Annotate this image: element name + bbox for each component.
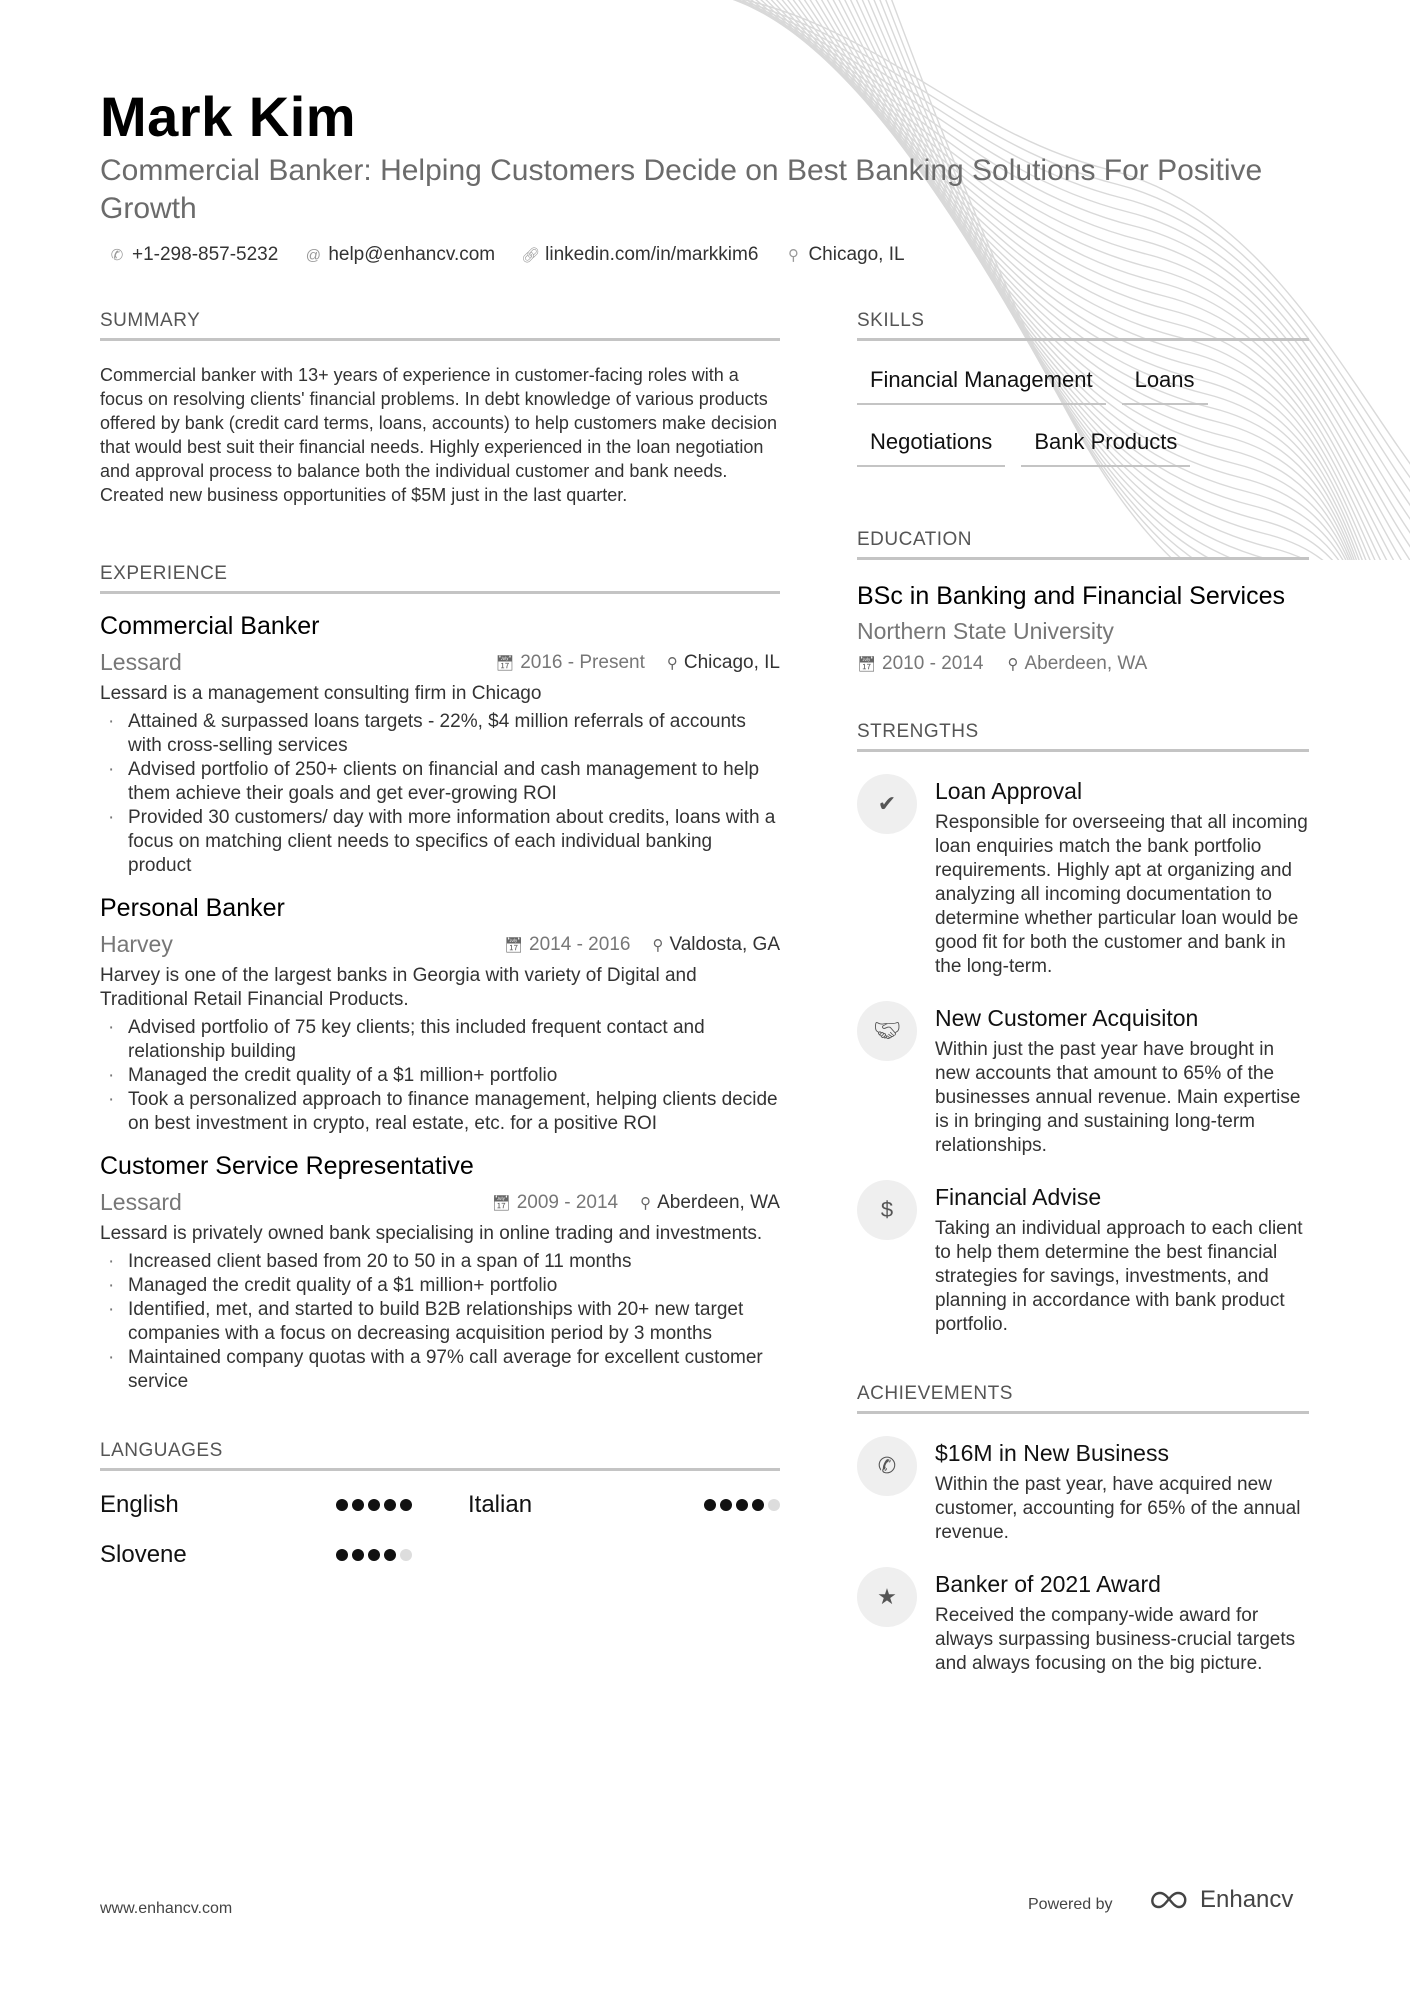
language-name: English	[100, 1491, 179, 1518]
skills-heading: SKILLS	[857, 310, 1309, 341]
level-dot-filled	[736, 1499, 748, 1511]
skill-tag: Loans	[1122, 359, 1208, 405]
job-title: Customer Service Representative	[100, 1152, 474, 1180]
strength-text: Within just the past year have brought in new accounts that amount to 65% of the businesses annual revenue. Main expertise is in bringing and sustaining long-term relationships.	[935, 1039, 1301, 1156]
language-item	[100, 1491, 412, 1519]
achievement-text: Within the past year, have acquired new customer, accounting for 65% of the annual revenue.	[935, 1474, 1301, 1543]
phone-icon: ✆	[110, 247, 124, 264]
job-bullet: · Attained & surpassed loans targets - 22%, $4 million referrals of accounts with cross-selling services	[100, 710, 780, 758]
strength-item	[857, 1001, 1309, 1158]
job-bullets	[100, 1016, 780, 1136]
job-location-text: Chicago, IL	[683, 651, 780, 673]
contact-linkedin[interactable]	[521, 244, 758, 266]
job-bullet: · Advised portfolio of 250+ clients on financial and cash management to help them achieve their goals and get ever-growing ROI	[100, 758, 780, 806]
job-location	[667, 652, 780, 674]
education-heading: EDUCATION	[857, 529, 1309, 560]
contact-phone-text: +1-298-857-5232	[132, 244, 279, 265]
contact-bar	[108, 244, 905, 266]
achievements-heading: ACHIEVEMENTS	[857, 1383, 1309, 1414]
education-meta	[857, 653, 1309, 675]
job-description: Lessard is privately owned bank specialising in online trading and investments.	[100, 1223, 763, 1244]
experience-heading: EXPERIENCE	[100, 563, 780, 594]
job-bullets	[100, 710, 780, 878]
footer-brand[interactable]	[1146, 1886, 1293, 1914]
achievement-title: $16M in New Business	[935, 1440, 1169, 1466]
job-dates-text: 2016 - Present	[520, 651, 645, 673]
job-company: Lessard	[100, 1189, 182, 1215]
location-icon: ⚲	[652, 936, 664, 954]
education-dates-text: 2010 - 2014	[882, 653, 984, 674]
contact-location	[784, 244, 904, 266]
dollar-icon: $	[857, 1180, 917, 1240]
job-description: Harvey is one of the largest banks in Georgia with variety of Digital and Traditional Retail Financial Products.	[100, 965, 697, 1010]
left-column	[100, 310, 780, 1569]
languages-list	[100, 1491, 780, 1569]
strength-title: New Customer Acquisiton	[935, 1005, 1199, 1031]
achievement-text: Received the company-wide award for always surpassing business-crucial targets and always focusing on the big picture.	[935, 1605, 1296, 1674]
level-dot-filled	[336, 1499, 348, 1511]
calendar-icon: 📅︎	[503, 936, 524, 954]
job-description: Lessard is a management consulting firm in Chicago	[100, 683, 542, 704]
location-icon: ⚲	[787, 247, 799, 264]
level-dot-filled	[384, 1549, 396, 1561]
job-bullets	[100, 1250, 780, 1394]
job-dates	[495, 652, 645, 674]
strength-title: Loan Approval	[935, 778, 1083, 804]
location-icon: ⚲	[640, 1194, 652, 1212]
location-icon: ⚲	[666, 654, 678, 672]
job-dates-text: 2009 - 2014	[516, 1191, 619, 1213]
job-location-text: Aberdeen, WA	[657, 1191, 780, 1213]
strength-title: Financial Advise	[935, 1184, 1102, 1210]
job-company: Lessard	[100, 649, 182, 675]
level-dot-filled	[368, 1499, 380, 1511]
footer-powered-by: Powered by	[1028, 1896, 1113, 1913]
contact-email[interactable]	[304, 244, 495, 266]
footer-brand-name: Enhancv	[1200, 1886, 1294, 1913]
achievement-item	[857, 1436, 1309, 1545]
contact-phone	[108, 244, 278, 266]
handshake-icon: 🤝︎	[857, 1001, 917, 1061]
level-dot-filled	[384, 1499, 396, 1511]
calendar-icon: 📅︎	[495, 654, 515, 672]
job-location-text: Valdosta, GA	[669, 933, 780, 955]
skill-tag: Financial Management	[857, 359, 1106, 405]
level-dot-filled	[336, 1549, 348, 1561]
job-dates	[492, 1192, 618, 1214]
job-title: Commercial Banker	[100, 612, 320, 640]
achievement-title: Banker of 2021 Award	[935, 1571, 1161, 1597]
language-level	[336, 1549, 412, 1561]
level-dot-filled	[752, 1499, 764, 1511]
skills-list	[857, 359, 1309, 467]
phone-icon: ✆	[857, 1436, 917, 1496]
job-company: Harvey	[100, 931, 173, 957]
level-dot-filled	[368, 1549, 380, 1561]
strength-text: Responsible for overseeing that all incoming loan enquiries match the bank portfolio requirements. Highly apt at organizing and analyzing all incoming documentation to determine whether particular loan would be good fit for both the customer and bank in the long-term.	[935, 812, 1308, 977]
job-title: Personal Banker	[100, 894, 285, 922]
right-column	[857, 310, 1309, 1676]
link-icon: 🔗︎	[521, 247, 541, 264]
footer-url[interactable]: www.enhancv.com	[100, 1900, 233, 1917]
contact-location-text: Chicago, IL	[808, 244, 905, 265]
language-item	[468, 1491, 780, 1519]
job-meta-row	[100, 931, 780, 958]
level-dot-filled	[352, 1499, 364, 1511]
language-level	[704, 1499, 780, 1511]
education-dates	[857, 653, 983, 675]
job-bullet: · Took a personalized approach to finance management, helping clients decide on best investment in crypto, real estate, etc. for a positive ROI	[100, 1088, 780, 1136]
level-dot-filled	[720, 1499, 732, 1511]
job-bullet: · Maintained company quotas with a 97% call average for excellent customer service	[100, 1346, 780, 1394]
candidate-tagline: Commercial Banker: Helping Customers Decide on Best Banking Solutions For Positive Growth	[100, 154, 1263, 225]
education-degree: BSc in Banking and Financial Services	[857, 582, 1286, 610]
job-bullet: · Advised portfolio of 75 key clients; this included frequent contact and relationship building	[100, 1016, 780, 1064]
job-location	[640, 1192, 780, 1214]
at-icon: @	[305, 246, 321, 264]
job-dates	[504, 934, 630, 956]
level-dot-empty	[768, 1499, 780, 1511]
check-icon: ✔	[857, 774, 917, 834]
experience-entry	[100, 894, 780, 1136]
summary-heading: SUMMARY	[100, 310, 780, 341]
education-school: Northern State University	[857, 618, 1114, 644]
education-location	[1007, 653, 1147, 675]
job-bullet: · Provided 30 customers/ day with more information about credits, loans with a focus on matching client needs to specifics of each individual banking product	[100, 806, 780, 878]
job-dates-text: 2014 - 2016	[529, 933, 631, 955]
experience-entry	[100, 612, 780, 878]
calendar-icon: 📅︎	[491, 1194, 511, 1212]
level-dot-filled	[400, 1499, 412, 1511]
job-bullet: · Managed the credit quality of a $1 million+ portfolio	[100, 1274, 780, 1298]
education-location-text: Aberdeen, WA	[1024, 653, 1148, 674]
summary-text: Commercial banker with 13+ years of experience in customer-facing roles with a focus on resolving clients' financial problems. In debt knowledge of various products offered by bank (credit card terms, loans, accounts) to help customers make decision that would best suit their financial needs. Highly experienced in the loan negotiation and approval process to balance both the individual customer and bank needs. Created new business opportunities of $5M just in the last quarter.	[100, 365, 777, 505]
star-icon: ★	[857, 1567, 917, 1627]
level-dot-empty	[400, 1549, 412, 1561]
job-meta-row	[100, 1189, 780, 1216]
calendar-icon: 📅︎	[857, 656, 877, 673]
languages-heading: LANGUAGES	[100, 1440, 780, 1471]
job-bullet: · Managed the credit quality of a $1 million+ portfolio	[100, 1064, 780, 1088]
contact-linkedin-text[interactable]: linkedin.com/in/markkim6	[545, 244, 759, 265]
language-item	[100, 1541, 412, 1569]
contact-email-text[interactable]: help@enhancv.com	[328, 244, 496, 265]
strengths-heading: STRENGTHS	[857, 721, 1309, 752]
language-level	[336, 1499, 412, 1511]
achievement-item	[857, 1567, 1309, 1676]
strength-item	[857, 1180, 1309, 1337]
language-name: Italian	[468, 1491, 533, 1518]
job-bullet: · Increased client based from 20 to 50 in a span of 11 months	[100, 1250, 780, 1274]
candidate-name: Mark Kim	[100, 85, 357, 148]
job-meta-row	[100, 649, 780, 676]
language-name: Slovene	[100, 1541, 187, 1568]
job-location	[652, 934, 780, 956]
job-bullet: · Identified, met, and started to build B2B relationships with 20+ new target companies with a focus on decreasing acquisition period by 3 months	[100, 1298, 780, 1346]
level-dot-filled	[704, 1499, 716, 1511]
level-dot-filled	[352, 1549, 364, 1561]
strength-item	[857, 774, 1309, 979]
skill-tag: Bank Products	[1021, 421, 1190, 467]
experience-entry	[100, 1152, 780, 1394]
strength-text: Taking an individual approach to each client to help them determine the best financial strategies for savings, investments, and planning in accordance with bank product portfolio.	[935, 1218, 1303, 1335]
enhancv-logo-icon	[1146, 1889, 1192, 1911]
location-icon: ⚲	[1007, 656, 1019, 673]
skill-tag: Negotiations	[857, 421, 1005, 467]
